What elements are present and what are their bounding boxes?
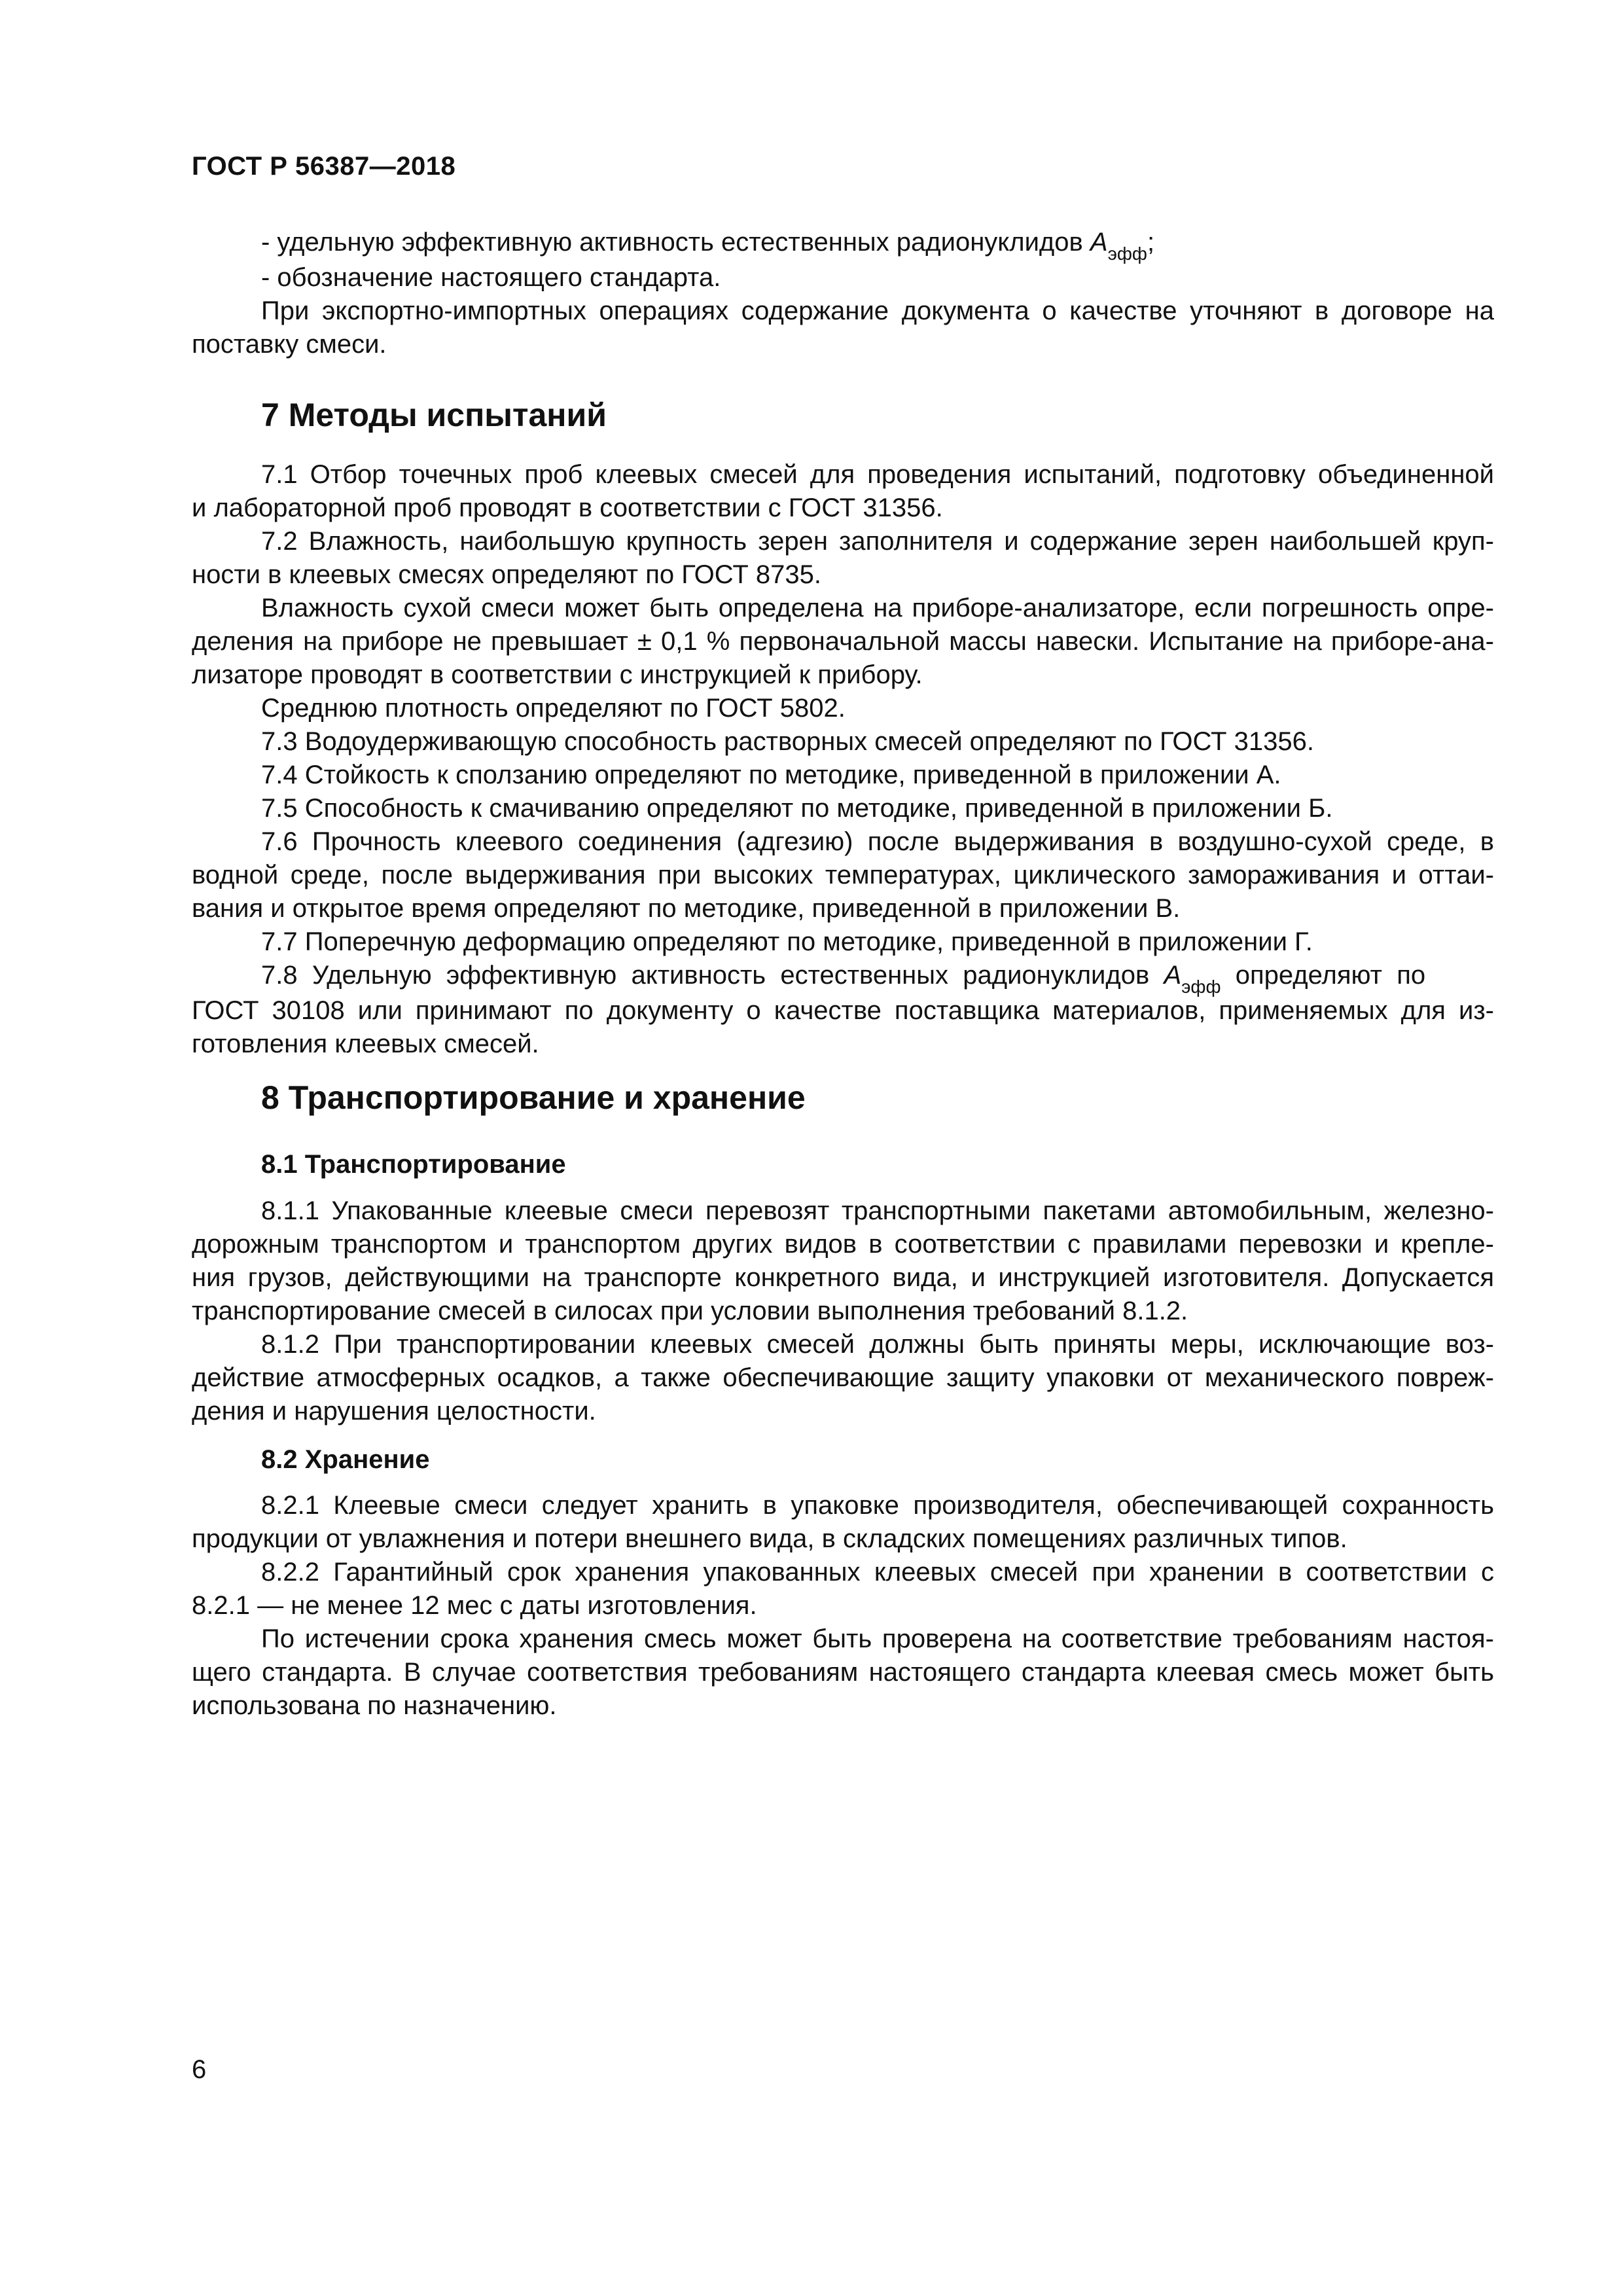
activity-subscript: эфф: [1181, 977, 1221, 997]
paragraph-line: 8.1.2 При транспортировании клеевых смесей должны быть приняты меры, исключающие воз-: [261, 1330, 1494, 1359]
intro-block: [192, 226, 1494, 361]
paragraph-line: действие атмосферных осадков, а также обеспечивающие защиту упаковки от механического повреж-: [192, 1363, 1494, 1392]
activity-symbol: А: [1090, 228, 1108, 257]
paragraph-line: 7.2 Влажность, наибольшую крупность зерен заполнителя и содержание зерен наибольшей круп-: [261, 527, 1494, 556]
paragraph-line: 8.2.1 — не менее 12 мес с даты изготовления.: [192, 1591, 757, 1620]
page-number: 6: [192, 2055, 207, 2084]
subsection-8-1-title: 8.1 Транспортирование: [261, 1150, 566, 1179]
section-8-title: 8 Транспортирование и хранение: [261, 1079, 806, 1116]
paragraph-line: щего стандарта. В случае соответствия требованиям настоящего стандарта клеевая смесь может быть: [192, 1658, 1494, 1687]
paragraph-line: Влажность сухой смеси может быть определена на приборе-анализаторе, если погрешность опре-: [261, 594, 1494, 622]
paragraph-line: вания и открытое время определяют по методике, приведенной в приложении В.: [192, 894, 1181, 923]
document-code-header: ГОСТ Р 56387—2018: [192, 152, 456, 181]
paragraph-line: 7.5 Способность к смачиванию определяют по методике, приведенной в приложении Б.: [261, 794, 1333, 823]
paragraph-line: дорожным транспортом и транспортом других видов в соответствии с правилами перевозки и крепле-: [192, 1230, 1494, 1259]
paragraph-line: продукции от увлажнения и потери внешнего вида, в складских помещениях различных типов.: [192, 1524, 1347, 1553]
paragraph-line: 8.2.2 Гарантийный срок хранения упакованных клеевых смесей при хранении в соответствии с: [261, 1558, 1494, 1587]
section-7-title: 7 Методы испытаний: [261, 397, 607, 433]
paragraph-line: Среднюю плотность определяют по ГОСТ 5802.: [261, 694, 846, 723]
paragraph-line: деления на приборе не превышает ± 0,1 % первоначальной массы навески. Испытание на приборе-ана-: [192, 627, 1494, 656]
section-7-body: [192, 458, 1494, 1061]
paragraph-line: 8.1.1 Упакованные клеевые смеси перевозят транспортными пакетами автомобильным, железно-: [261, 1196, 1494, 1225]
paragraph-line: ния грузов, действующими на транспорте конкретного вида, и инструкцией изготовителя. Допускается: [192, 1263, 1494, 1292]
paragraph-line: водной среде, после выдерживания при высоких температурах, циклического замораживания и оттаи-: [192, 861, 1494, 889]
paragraph-line: 7.1 Отбор точечных проб клеевых смесей для проведения испытаний, подготовку объединенной: [261, 460, 1494, 489]
paragraph-line: лизаторе проводят в соответствии с инструкцией к прибору.: [192, 660, 923, 689]
activity-subscript: эфф: [1107, 243, 1147, 264]
paragraph-line: 7.3 Водоудерживающую способность растворных смесей определяют по ГОСТ 31356.: [261, 727, 1314, 756]
intro-item-activity: - удельную эффективную активность естественных радионуклидов $А_{эфф}$;: [261, 228, 1155, 264]
paragraph-line: 7.6 Прочность клеевого соединения (адгезию) после выдерживания в воздушно-сухой среде, в: [261, 827, 1494, 856]
export-paragraph-line: поставку смеси.: [192, 330, 387, 359]
paragraph-line: транспортирование смесей в силосах при условии выполнения требований 8.1.2.: [192, 1297, 1188, 1325]
export-paragraph-line: При экспортно-импортных операциях содержание документа о качестве уточняют в договоре на: [261, 296, 1494, 325]
activity-symbol: А: [1164, 961, 1182, 990]
paragraph-line: и лабораторной проб проводят в соответствии с ГОСТ 31356.: [192, 493, 943, 522]
subsection-8-1-body: [192, 1194, 1494, 1428]
paragraph-line: ности в клеевых смесях определяют по ГОСТ 8735.: [192, 560, 821, 589]
paragraph-line: 8.2.1 Клеевые смеси следует хранить в упаковке производителя, обеспечивающей сохранность: [261, 1491, 1494, 1520]
paragraph-line: использована по назначению.: [192, 1691, 557, 1720]
paragraph-line-7-8: 7.8 Удельную эффективную активность естественных радионуклидов $А_{эфф}$ определяют по: [261, 961, 1426, 997]
paragraph-line: 7.7 Поперечную деформацию определяют по методике, приведенной в приложении Г.: [261, 927, 1313, 956]
paragraph-line: 7.4 Стойкость к сползанию определяют по методике, приведенной в приложении А.: [261, 761, 1281, 789]
paragraph-line: ГОСТ 30108 или принимают по документу о качестве поставщика материалов, применяемых для из-: [192, 996, 1494, 1025]
intro-item-designation: - обозначение настоящего стандарта.: [261, 263, 721, 292]
paragraph-line: готовления клеевых смесей.: [192, 1030, 539, 1058]
subsection-8-2-title: 8.2 Хранение: [261, 1445, 430, 1474]
subsection-8-2-body: [192, 1489, 1494, 1723]
paragraph-line: дения и нарушения целостности.: [192, 1397, 596, 1426]
paragraph-line: По истечении срока хранения смесь может быть проверена на соответствие требованиям настоя-: [261, 1624, 1494, 1653]
